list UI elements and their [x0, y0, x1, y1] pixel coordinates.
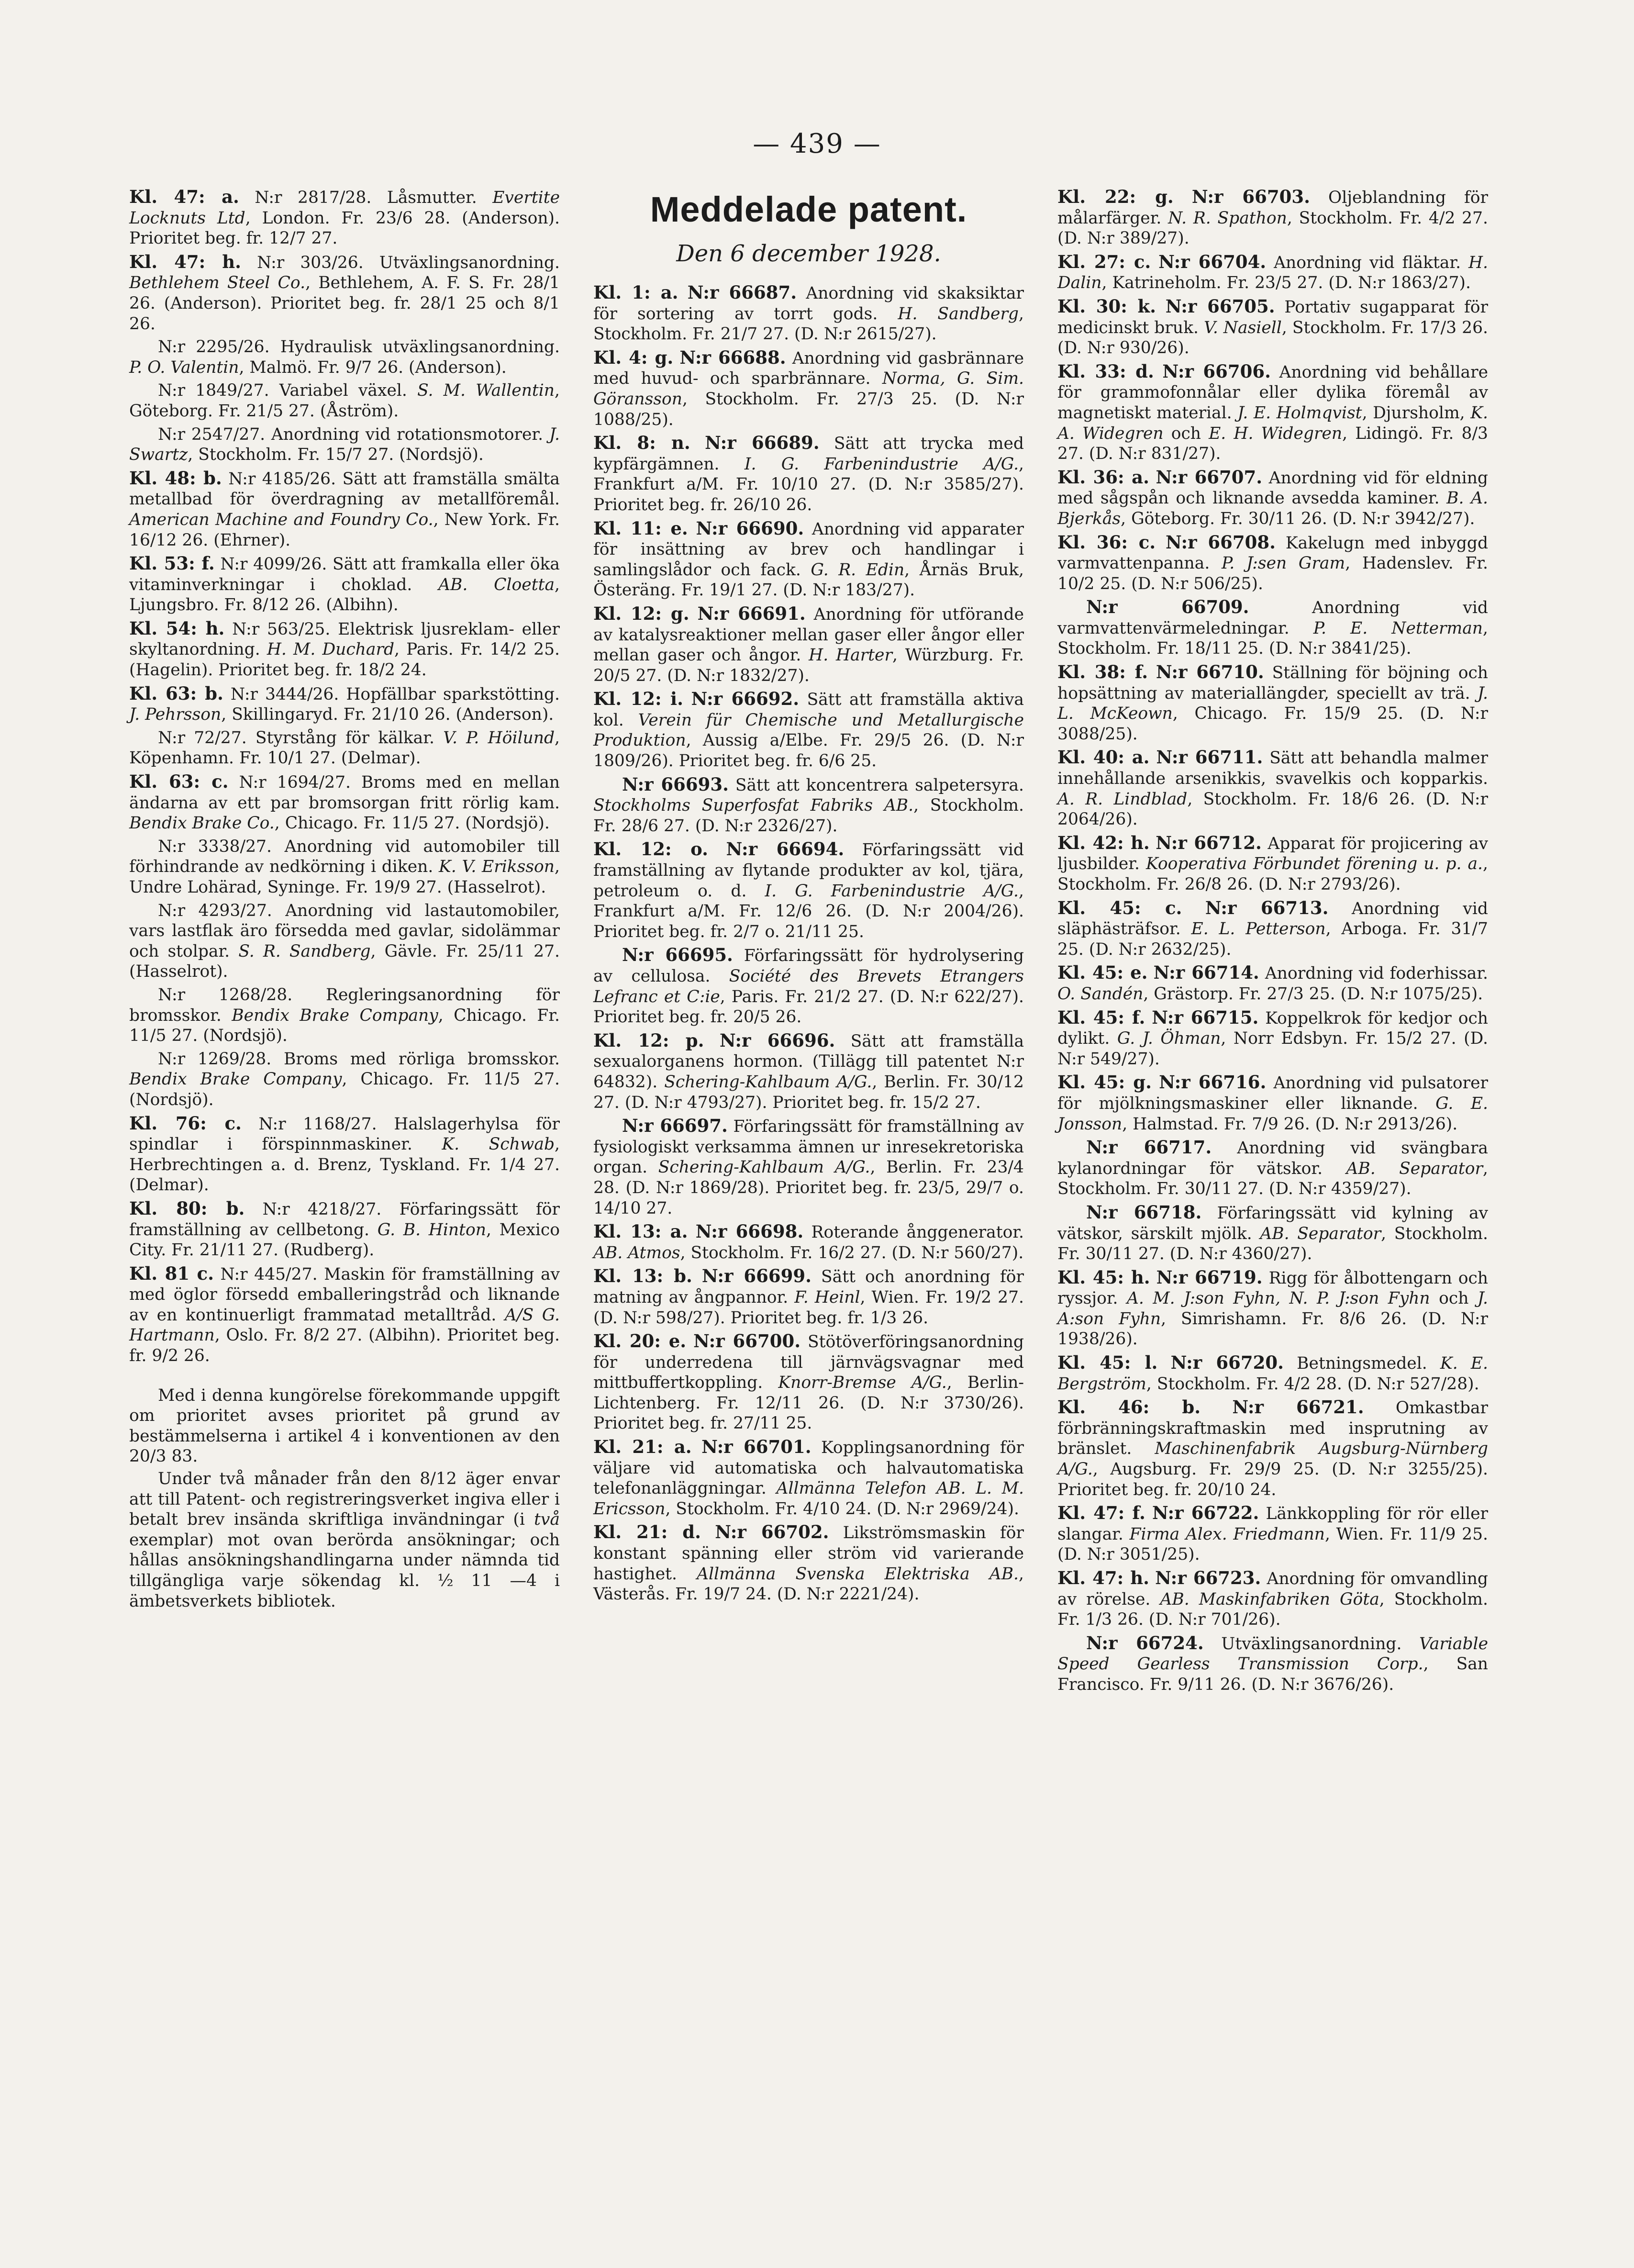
- notice-paragraph: Med i denna kungörelse förekommande uppgift om prioritet avses prioritet på grund av bestämmelserna i artikel 4 i konventionen av den 20/3 83.: [129, 1385, 560, 1466]
- patent-entry: Kl. 54: h. N:r 563/25. Elektrisk ljusreklam- eller skyltanordning. H. M. Duchard, Paris. Fr. 14/2 25. (Hagelin). Prioritet beg. fr. 18/2 24.: [129, 617, 560, 680]
- patent-entry: Kl. 76: c. N:r 1168/27. Halslagerhylsa för spindlar i förspinnmaskiner. K. Schwab, Herbrechtingen a. d. Brenz, Tyskland. Fr. 1/4 27. (Delmar).: [129, 1112, 560, 1195]
- patent-entry-list: [129, 187, 560, 1366]
- patent-entry: Kl. 53: f. N:r 4099/26. Sätt att framkalla eller öka vitaminverkningar i choklad. AB. Cloetta, Ljungsbro. Fr. 8/12 26. (Albihn).: [129, 553, 560, 615]
- patent-entry: Kl. 45: c. N:r 66713. Anordning vid släphästräfsor. E. L. Petterson, Arboga. Fr. 31/7 25. (D. N:r 2632/25).: [1057, 897, 1488, 959]
- page-number: — 439 —: [753, 128, 881, 159]
- patent-entry: N:r 66717. Anordning vid svängbara kylanordningar för vätskor. AB. Separator, Stockholm. Fr. 30/11 27. (D. N:r 4359/27).: [1057, 1137, 1489, 1199]
- patent-entry: Kl. 63: b. N:r 3444/26. Hopfällbar sparkstötting. J. Pehrsson, Skillingaryd. Fr. 21/10 26. (Anderson).: [129, 682, 560, 725]
- patent-entry: Kl. 12: i. N:r 66692. Sätt att framställa aktiva kol. Verein für Chemische und Metallurgische Produktion, Aussig a/Elbe. Fr. 29/5 26. (D. N:r 1809/26). Prioritet beg. fr. 6/6 25.: [593, 688, 1024, 771]
- patent-entry: Kl. 20: e. N:r 66700. Stötöverföringsanordning för underredena till järnvägsvagnar med mittbuffertkoppling. Knorr-Bremse A/G., Berlin-Lichtenberg. Fr. 12/11 26. (D. N:r 3730/26). Prioritet beg. fr. 27/11 25.: [593, 1330, 1024, 1433]
- patent-entry: Kl. 45: h. N:r 66719. Rigg för ålbottengarn och ryssjor. A. M. J:son Fyhn, N. P. J:son Fyhn och J. A:son Fyhn, Simrishamn. Fr. 8/6 26. (D. N:r 1938/26).: [1057, 1266, 1489, 1349]
- patent-entry: N:r 1268/28. Regleringsanordning för bromsskor. Bendix Brake Company, Chicago. Fr. 11/5 27. (Nordsjö).: [129, 985, 560, 1046]
- column-left: [129, 187, 560, 1613]
- patent-entry: Kl. 36: a. N:r 66707. Anordning vid för eldning med sågspån och liknande avsedda kaminer. B. A. Bjerkås, Göteborg. Fr. 30/11 26. (D. N:r 3942/27).: [1057, 466, 1488, 528]
- patent-entry: N:r 4293/27. Anordning vid lastautomobiler, vars lastflak äro försedda med gavlar, sidolämmar och stolpar. S. R. Sandberg, Gävle. Fr. 25/11 27. (Hasselrot).: [129, 901, 560, 982]
- column-right: [1057, 187, 1488, 1698]
- patent-entry: Kl. 80: b. N:r 4218/27. Förfaringssätt för framställning av cellbetong. G. B. Hinton, Mexico City. Fr. 21/11 27. (Rudberg).: [129, 1197, 560, 1260]
- section-date: Den 6 december 1928.: [676, 240, 941, 267]
- patent-entry: N:r 66695. Förfaringssätt för hydrolysering av cellulosa. Société des Brevets Etrangers Lefranc et C:ie, Paris. Fr. 21/2 27. (D. N:r 622/27). Prioritet beg. fr. 20/5 26.: [593, 944, 1024, 1027]
- patent-entry: Kl. 40: a. N:r 66711. Sätt att behandla malmer innehållande arsenikkis, svavelkis och kopparkis. A. R. Lindblad, Stockholm. Fr. 18/6 26. (D. N:r 2064/26).: [1057, 747, 1489, 829]
- patent-entry: N:r 66693. Sätt att koncentrera salpetersyra. Stockholms Superfosfat Fabriks AB., Stockholm. Fr. 28/6 27. (D. N:r 2326/27).: [593, 773, 1024, 836]
- patent-entry: N:r 2547/27. Anordning vid rotationsmotorer. J. Swartz, Stockholm. Fr. 15/7 27. (Nordsjö).: [129, 425, 560, 465]
- patent-entry: Kl. 47: f. N:r 66722. Länkkoppling för rör eller slangar. Firma Alex. Friedmann, Wien. Fr. 11/9 25. (D. N:r 3051/25).: [1057, 1502, 1489, 1564]
- patent-entry: Kl. 48: b. N:r 4185/26. Sätt att framställa smälta metallbad för överdragning av metallföremål. American Machine and Foundry Co., New York. Fr. 16/12 26. (Ehrner).: [129, 467, 560, 550]
- patent-entry: Kl. 42: h. N:r 66712. Apparat för projicering av ljusbilder. Kooperativa Förbundet förening u. p. a., Stockholm. Fr. 26/8 26. (D. N:r 2793/26).: [1057, 832, 1489, 894]
- notice-paragraph: Under två månader från den 8/12 äger envar att till Patent- och registreringsverket ingiva eller i betalt brev insända skriftliga invändningar (i två exemplar) mot ovan berörda ansökningar; och hållas ansökningshandlingarna under nämnda tid tillgängliga varje sökendag kl. ½ 11 —4 i ämbetsverkets bibliotek.: [129, 1469, 560, 1611]
- patent-entry: N:r 2295/26. Hydraulisk utväxlingsanordning. P. O. Valentin, Malmö. Fr. 9/7 26. (Anderson).: [129, 337, 560, 377]
- patent-entry: Kl. 45: f. N:r 66715. Koppelkrok för kedjor och dylikt. G. J. Öhman, Norr Edsbyn. Fr. 15/2 27. (D. N:r 549/27).: [1057, 1006, 1489, 1069]
- patent-entry: N:r 3338/27. Anordning vid automobiler till förhindrande av nedkörning i diken. K. V. Eriksson, Undre Lohärad, Syninge. Fr. 19/9 27. (Hasselrot).: [129, 837, 560, 897]
- patent-entry-list: [1057, 187, 1488, 1695]
- patent-entry: N:r 66718. Förfaringssätt vid kylning av vätskor, särskilt mjölk. AB. Separator, Stockholm. Fr. 30/11 27. (D. N:r 4360/27).: [1057, 1201, 1488, 1264]
- patent-entry: Kl. 30: k. N:r 66705. Portativ sugapparat för medicinskt bruk. V. Nasiell, Stockholm. Fr. 17/3 26. (D. N:r 930/26).: [1057, 295, 1489, 358]
- patent-entry: Kl. 63: c. N:r 1694/27. Broms med en mellan ändarna av ett par bromsorgan fritt rörlig kam. Bendix Brake Co., Chicago. Fr. 11/5 27. (Nordsjö).: [129, 771, 560, 833]
- patent-entry: N:r 66709. Anordning vid varmvattenvärmeledningar. P. E. Netterman, Stockholm. Fr. 18/11 25. (D. N:r 3841/25).: [1057, 596, 1488, 659]
- patent-entry: Kl. 33: d. N:r 66706. Anordning vid behållare för grammofonnålar eller dylika föremål av magnetiskt material. J. E. Holmqvist, Djursholm, K. A. Widegren och E. H. Widegren, Lidingö. Fr. 8/3 27. (D. N:r 831/27).: [1057, 360, 1489, 464]
- patent-entry: Kl. 47: h. N:r 66723. Anordning för omvandling av rörelse. AB. Maskinfabriken Göta, Stockholm. Fr. 1/3 26. (D. N:r 701/26).: [1057, 1567, 1489, 1630]
- patent-entry: N:r 66724. Utväxlingsanordning. Variable Speed Gearless Transmission Corp., San Francisco. Fr. 9/11 26. (D. N:r 3676/26).: [1057, 1632, 1488, 1694]
- patent-entry: Kl. 45: e. N:r 66714. Anordning vid foderhissar. O. Sandén, Grästorp. Fr. 27/3 25. (D. N:r 1075/25).: [1057, 962, 1489, 1004]
- patent-entry: N:r 66697. Förfaringssätt för framställning av fysiologiskt verksamma ämnen ur inresekretoriska organ. Schering-Kahlbaum A/G., Berlin. Fr. 23/4 28. (D. N:r 1869/28). Prioritet beg. fr. 23/5, 29/7 o. 14/10 27.: [593, 1115, 1024, 1218]
- patent-entry: Kl. 12: o. N:r 66694. Förfaringssätt vid framställning av flytande produkter av kol, tjära, petroleum o. d. I. G. Farbenindustrie A/G., Frankfurt a/M. Fr. 12/6 26. (D. N:r 2004/26). Prioritet beg. fr. 2/7 o. 21/11 25.: [593, 838, 1024, 941]
- patent-entry: Kl. 45: l. N:r 66720. Betningsmedel. K. E. Bergström, Stockholm. Fr. 4/2 28. (D. N:r 527/28).: [1057, 1352, 1489, 1394]
- patent-entry: Kl. 4: g. N:r 66688. Anordning vid gasbrännare med huvud- och sparbrännare. Norma, G. Sim. Göransson, Stockholm. Fr. 27/3 25. (D. N:r 1088/25).: [593, 346, 1024, 429]
- patent-entry: Kl. 27: c. N:r 66704. Anordning vid fläktar. H. Dalin, Katrineholm. Fr. 23/5 27. (D. N:r 1863/27).: [1057, 251, 1489, 293]
- patent-entry: Kl. 45: g. N:r 66716. Anordning vid pulsatorer för mjölkningsmaskiner eller liknande. G. E. Jonsson, Halmstad. Fr. 7/9 26. (D. N:r 2913/26).: [1057, 1072, 1489, 1134]
- spacer: [129, 1369, 560, 1385]
- patent-entry-list: [593, 282, 1024, 1605]
- patent-entry: Kl. 12: p. N:r 66696. Sätt att framställa sexualorganens hormon. (Tillägg till patentet N:r 64832). Schering-Kahlbaum A/G., Berlin. Fr. 30/12 27. (D. N:r 4793/27). Prioritet beg. fr. 15/2 27.: [593, 1029, 1024, 1112]
- patent-entry: N:r 1849/27. Variabel växel. S. M. Wallentin, Göteborg. Fr. 21/5 27. (Åström).: [129, 381, 560, 421]
- patent-entry: Kl. 1: a. N:r 66687. Anordning vid skaksiktar för sortering av torrt gods. H. Sandberg, Stockholm. Fr. 21/7 27. (D. N:r 2615/27).: [593, 282, 1024, 344]
- patent-entry: Kl. 12: g. N:r 66691. Anordning för utförande av katalysreaktioner mellan gaser eller ångor eller mellan gaser och ångor. H. Harter, Würzburg. Fr. 20/5 27. (D. N:r 1832/27).: [593, 603, 1024, 685]
- section-title: Meddelade patent.: [650, 190, 967, 229]
- patent-entry: N:r 72/27. Styrstång för kälkar. V. P. Höilund, Köpenhamn. Fr. 10/1 27. (Delmar).: [129, 728, 560, 768]
- patent-entry: Kl. 22: g. N:r 66703. Oljeblandning för målarfärger. N. R. Spathon, Stockholm. Fr. 4/2 27. (D. N:r 389/27).: [1057, 186, 1489, 248]
- patent-entry: Kl. 8: n. N:r 66689. Sätt att trycka med kypfärgämnen. I. G. Farbenindustrie A/G., Frankfurt a/M. Fr. 10/10 27. (D. N:r 3585/27). Prioritet beg. fr. 26/10 26.: [593, 432, 1024, 514]
- patent-entry: Kl. 46: b. N:r 66721. Omkastbar förbränningskraftmaskin med insprutning av bränslet. Maschinenfabrik Augsburg-Nürnberg A/G., Augsburg. Fr. 29/9 25. (D. N:r 3255/25). Prioritet beg. fr. 20/10 24.: [1057, 1397, 1489, 1499]
- patent-entry: Kl. 47: h. N:r 303/26. Utväxlingsanordning. Bethlehem Steel Co., Bethlehem, A. F. S. Fr. 28/1 26. (Anderson). Prioritet beg. fr. 28/1 25 och 8/1 26.: [129, 251, 560, 334]
- patent-entry: Kl. 21: d. N:r 66702. Likströmsmaskin för konstant spänning eller ström vid varierande hastighet. Allmänna Svenska Elektriska AB., Västerås. Fr. 19/7 24. (D. N:r 2221/24).: [593, 1521, 1024, 1604]
- patent-entry: N:r 1269/28. Broms med rörliga bromsskor. Bendix Brake Company, Chicago. Fr. 11/5 27. (Nordsjö).: [129, 1049, 560, 1109]
- column-middle: [593, 187, 1024, 1608]
- patent-entry: Kl. 81 c. N:r 445/27. Maskin för framställning av med öglor försedd emballeringstråd och liknande av en kontinuerligt frammatad metalltråd. A/S G. Hartmann, Oslo. Fr. 8/2 27. (Albihn). Prioritet beg. fr. 9/2 26.: [129, 1262, 560, 1366]
- patent-entry: Kl. 36: c. N:r 66708. Kakelugn med inbyggd varmvattenpanna. P. J:sen Gram, Hadenslev. Fr. 10/2 25. (D. N:r 506/25).: [1057, 531, 1489, 593]
- patent-entry: Kl. 21: a. N:r 66701. Kopplingsanordning för väljare vid automatiska och halvautomatiska telefonanläggningar. Allmänna Telefon AB. L. M. Ericsson, Stockholm. Fr. 4/10 24. (D. N:r 2969/24).: [593, 1436, 1024, 1519]
- notice-text: [129, 1385, 560, 1612]
- patent-entry: Kl. 38: f. N:r 66710. Ställning för böjning och hopsättning av materiallängder, speciellt av trä. J. L. McKeown, Chicago. Fr. 15/9 25. (D. N:r 3088/25).: [1057, 661, 1489, 744]
- patent-entry: Kl. 11: e. N:r 66690. Anordning vid apparater för insättning av brev och handlingar i samlingslådor och fack. G. R. Edin, Årnäs Bruk, Österäng. Fr. 19/1 27. (D. N:r 183/27).: [593, 517, 1024, 600]
- patent-entry: Kl. 13: a. N:r 66698. Roterande ånggenerator. AB. Atmos, Stockholm. Fr. 16/2 27. (D. N:r 560/27).: [593, 1221, 1024, 1262]
- patent-entry: Kl. 13: b. N:r 66699. Sätt och anordning för matning av ångpannor. F. Heinl, Wien. Fr. 19/2 27. (D. N:r 598/27). Prioritet beg. fr. 1/3 26.: [593, 1265, 1024, 1328]
- patent-entry: Kl. 47: a. N:r 2817/28. Låsmutter. Evertite Locknuts Ltd, London. Fr. 23/6 28. (Anderson). Prioritet beg. fr. 12/7 27.: [129, 186, 560, 248]
